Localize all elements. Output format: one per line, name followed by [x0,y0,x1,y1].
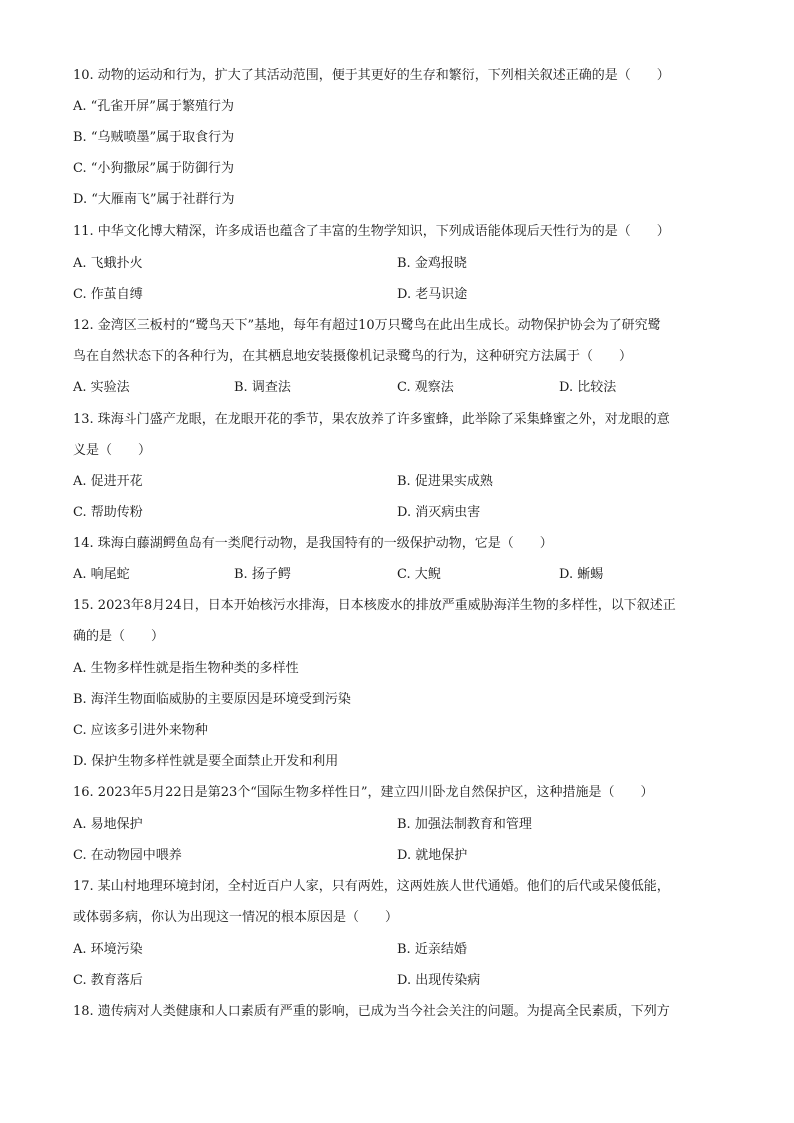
question-15-option-d: D. 保护生物多样性就是要全面禁止开发和利用 [73,754,339,769]
question-14-option-d: D. 蜥蜴 [559,567,604,582]
question-10-option-a: A. “孔雀开屏”属于繁殖行为 [73,99,234,114]
question-15-option-b: B. 海洋生物面临威胁的主要原因是环境受到污染 [73,692,351,707]
question-10-stem: 10. 动物的运动和行为，扩大了其活动范围，便于其更好的生存和繁衍，下列相关叙述正确的是（ ） [73,68,670,83]
question-16-option-b: B. 加强法制教育和管理 [397,817,532,832]
question-14-option-c: C. 大鲵 [397,567,441,582]
question-13-option-b: B. 促进果实成熟 [397,474,493,489]
question-15-stem-line2: 确的是（ ） [73,629,165,644]
question-10-option-d: D. “大雁南飞”属于社群行为 [73,192,235,207]
question-11-option-d: D. 老马识途 [397,287,468,302]
question-12-option-c: C. 观察法 [397,380,454,395]
question-11-option-c: C. 作茧自缚 [73,287,143,302]
question-17-option-d: D. 出现传染病 [397,973,481,988]
question-11-option-a: A. 飞蛾扑火 [73,256,143,271]
question-18-stem-line1: 18. 遗传病对人类健康和人口素质有严重的影响，已成为当今社会关注的问题。为提高全民素质，下列方 [73,1004,670,1019]
question-13-stem-line2: 义是（ ） [73,443,152,458]
question-10-option-b: B. “乌贼喷墨”属于取食行为 [73,130,235,145]
question-13-stem-line1: 13. 珠海斗门盛产龙眼，在龙眼开花的季节，果农放养了许多蜜蜂，此举除了采集蜂蜜之外，对龙眼的意 [73,412,670,427]
question-16-option-a: A. 易地保护 [73,817,143,832]
question-17-option-c: C. 教育落后 [73,973,143,988]
question-12-stem-line1: 12. 金湾区三板村的“鹭鸟天下”基地，每年有超过10万只鹭鸟在此出生成长。动物保护协会为了研究鹭 [73,318,661,333]
question-12-option-d: D. 比较法 [559,380,617,395]
question-16-stem: 16. 2023年5月22日是第23个“国际生物多样性日”，建立四川卧龙自然保护区，这种措施是（ ） [73,785,654,800]
question-16-option-d: D. 就地保护 [397,848,468,863]
question-13-option-d: D. 消灭病虫害 [397,505,481,520]
question-17-option-b: B. 近亲结婚 [397,942,467,957]
question-14-option-a: A. 响尾蛇 [73,567,130,582]
question-13-option-a: A. 促进开花 [73,474,143,489]
question-11-option-b: B. 金鸡报晓 [397,256,467,271]
question-12-option-b: B. 调查法 [234,380,291,395]
question-15-option-c: C. 应该多引进外来物种 [73,723,208,738]
question-15-option-a: A. 生物多样性就是指生物种类的多样性 [73,661,299,676]
question-15-stem-line1: 15. 2023年8月24日，日本开始核污水排海，日本核废水的排放严重威胁海洋生物的多样性，以下叙述正 [73,598,676,613]
question-12-option-a: A. 实验法 [73,380,130,395]
question-13-option-c: C. 帮助传粉 [73,505,143,520]
question-11-stem: 11. 中华文化博大精深，许多成语也蕴含了丰富的生物学知识，下列成语能体现后天性行为的是（ ） [73,224,670,239]
question-17-stem-line1: 17. 某山村地理环境封闭，全村近百户人家，只有两姓，这两姓族人世代通婚。他们的后代或呆傻低能， [73,879,670,894]
question-10-option-c: C. “小狗撒尿”属于防御行为 [73,161,235,176]
question-17-stem-line2: 或体弱多病，你认为出现这一情况的根本原因是（ ） [73,910,399,925]
question-14-option-b: B. 扬子鳄 [234,567,291,582]
question-12-stem-line2: 鸟在自然状态下的各种行为，在其栖息地安装摄像机记录鹭鸟的行为，这种研究方法属于（ ） [73,349,633,364]
question-17-option-a: A. 环境污染 [73,942,143,957]
question-16-option-c: C. 在动物园中喂养 [73,848,182,863]
question-14-stem: 14. 珠海白藤湖鳄鱼岛有一类爬行动物，是我国特有的一级保护动物，它是（ ） [73,536,553,551]
